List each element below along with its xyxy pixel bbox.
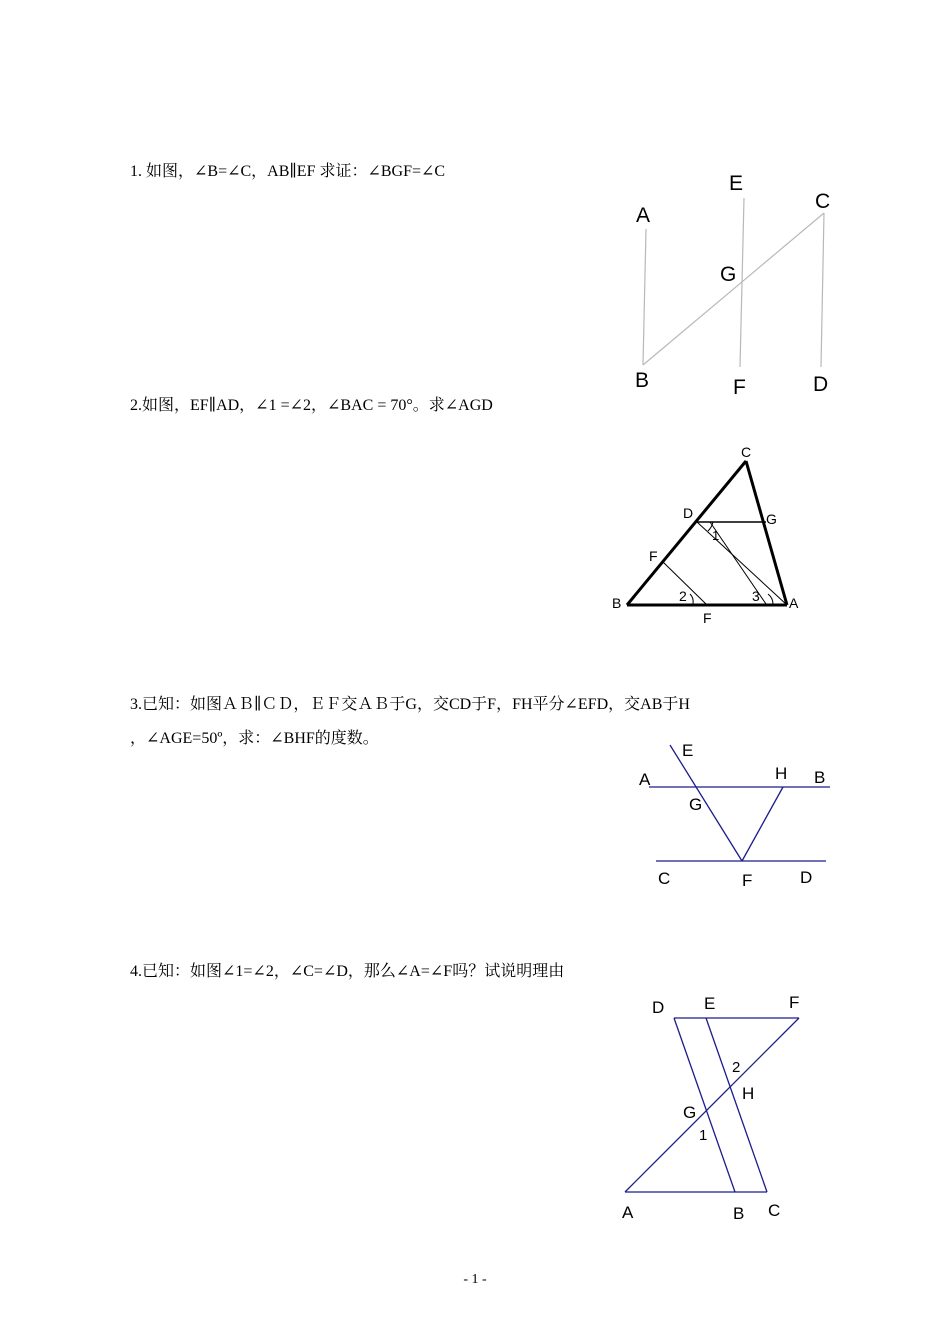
fig1-label-a: A <box>636 204 651 227</box>
fig4-label-d: D <box>652 998 665 1017</box>
question-4: 4.已知：如图∠1=∠2，∠C=∠D，那么∠A=∠F吗？试说明理由 <box>130 963 565 980</box>
question-1: 1. 如图，∠B=∠C，AB∥EF 求证：∠BGF=∠C <box>130 163 446 180</box>
fig2-label-d: D <box>683 505 694 521</box>
fig2-angle-2: 2 <box>679 588 687 604</box>
fig1-label-e: E <box>729 172 744 195</box>
fig4-angle-1: 1 <box>699 1127 708 1144</box>
fig3-label-a: A <box>639 770 651 789</box>
fig3-label-d: D <box>800 868 813 887</box>
fig2-label-g: G <box>766 511 777 527</box>
fig1-label-f: F <box>733 376 746 399</box>
fig1-label-c: C <box>815 190 831 213</box>
fig4-label-c: C <box>768 1201 781 1220</box>
figure-3-lines <box>649 745 830 861</box>
fig4-label-g: G <box>683 1103 697 1122</box>
figure-2-lines <box>627 461 787 605</box>
question-3-line-1: 3.已知：如图ＡＢ∥ＣＤ，ＥＦ交ＡＢ于G，交CD于F，FH平分∠EFD，交AB于H <box>130 696 690 713</box>
fig3-label-c: C <box>658 869 671 888</box>
fig4-label-b: B <box>733 1204 745 1223</box>
page-number: - 1 - <box>463 1272 487 1287</box>
fig3-label-e: E <box>682 741 694 760</box>
fig4-angle-2: 2 <box>732 1059 741 1076</box>
fig2-label-b: B <box>612 595 622 611</box>
fig2-label-a: A <box>789 595 799 611</box>
fig3-label-h: H <box>775 764 788 783</box>
fig1-label-g: G <box>720 263 737 286</box>
fig2-angle-3: 3 <box>752 588 760 604</box>
fig2-label-f-side: F <box>649 548 658 564</box>
fig3-label-b: B <box>814 768 826 787</box>
fig4-label-e: E <box>704 994 716 1013</box>
fig1-label-d: D <box>813 373 829 396</box>
fig2-angle-1: 1 <box>712 528 720 543</box>
fig2-label-c: C <box>741 444 752 460</box>
question-2: 2.如图，EF∥AD，∠1 =∠2，∠BAC = 70°。求∠AGD <box>130 397 493 414</box>
fig3-label-g: G <box>689 795 703 814</box>
fig4-label-h: H <box>742 1084 755 1103</box>
fig4-label-f: F <box>789 993 800 1012</box>
fig1-label-b: B <box>635 369 650 392</box>
question-3-line-2: ，∠AGE=50º，求：∠BHF的度数。 <box>130 730 379 747</box>
figure-1-lines <box>643 198 824 367</box>
fig4-label-a: A <box>622 1203 634 1222</box>
fig3-label-f: F <box>742 871 753 890</box>
fig2-label-f-base: F <box>703 610 712 626</box>
figure-4-lines <box>625 1018 799 1192</box>
